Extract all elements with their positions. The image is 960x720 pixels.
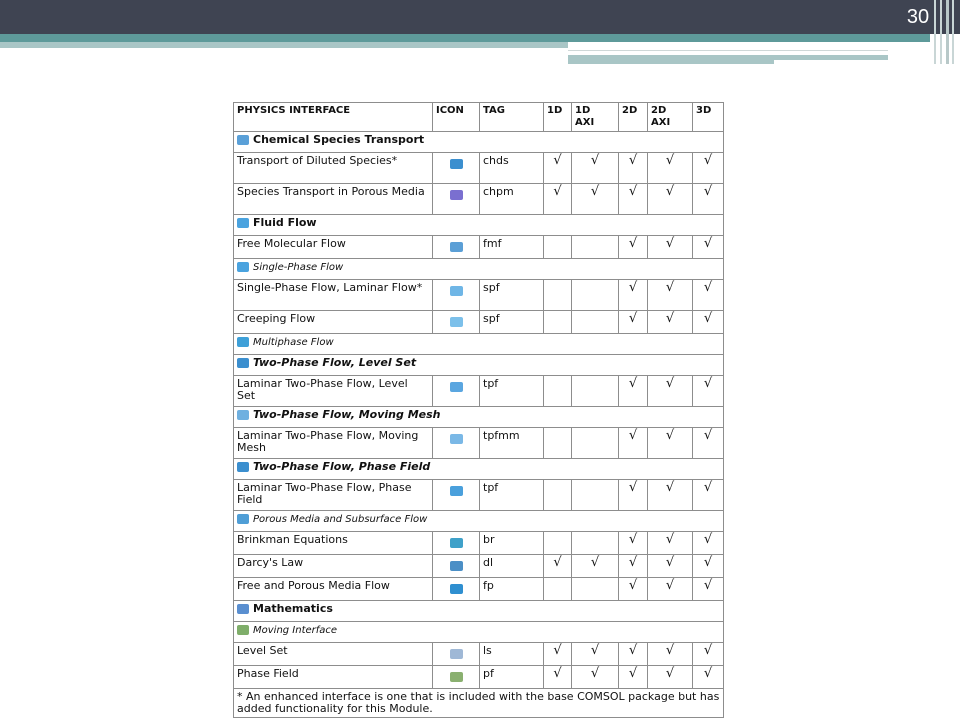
dimension-check bbox=[544, 532, 572, 555]
section-header bbox=[234, 459, 724, 480]
dimension-check: √ bbox=[619, 184, 648, 215]
section-title: Two-Phase Flow, Phase Field bbox=[253, 460, 431, 473]
section-row bbox=[234, 601, 724, 622]
single-phase-icon bbox=[237, 262, 249, 272]
level-set-section-icon bbox=[237, 358, 249, 368]
section-title: Mathematics bbox=[253, 602, 333, 615]
dimension-check: √ bbox=[544, 643, 572, 666]
dimension-check: √ bbox=[619, 555, 648, 578]
interface-tag: chpm bbox=[480, 184, 544, 215]
dimension-check: √ bbox=[648, 184, 693, 215]
moving-mesh-section-icon bbox=[237, 410, 249, 420]
dimension-check: √ bbox=[693, 311, 724, 334]
interface-tag: fp bbox=[480, 578, 544, 601]
interface-name: Brinkman Equations bbox=[234, 532, 433, 555]
dimension-check: √ bbox=[648, 311, 693, 334]
free-molecular-icon bbox=[450, 242, 463, 252]
section-header bbox=[234, 132, 724, 153]
dimension-check: √ bbox=[648, 480, 693, 511]
slide-header-bar bbox=[0, 0, 960, 34]
dimension-check: √ bbox=[544, 555, 572, 578]
dimension-check: √ bbox=[693, 666, 724, 689]
dimension-check: √ bbox=[619, 236, 648, 259]
section-header bbox=[234, 407, 724, 428]
interface-name: Laminar Two-Phase Flow, Phase Field bbox=[234, 480, 433, 511]
section-row bbox=[234, 511, 724, 532]
footnote: * An enhanced interface is one that is included with the base COMSOL package but has added functionality for this Module. bbox=[234, 689, 724, 718]
header-vertical-line bbox=[940, 0, 942, 64]
interface-name: Creeping Flow bbox=[234, 311, 433, 334]
section-title: Two-Phase Flow, Level Set bbox=[253, 356, 417, 369]
dimension-check bbox=[544, 311, 572, 334]
icon-cell bbox=[433, 280, 480, 311]
dimension-check bbox=[544, 428, 572, 459]
header-accent-line bbox=[568, 50, 888, 54]
table-row bbox=[234, 311, 724, 334]
icon-cell bbox=[433, 428, 480, 459]
header-accent-stripe-short bbox=[568, 60, 774, 64]
dimension-check bbox=[572, 236, 619, 259]
interface-name: Laminar Two-Phase Flow, Level Set bbox=[234, 376, 433, 407]
dimension-check: √ bbox=[693, 153, 724, 184]
header-accent-stripe-light bbox=[0, 42, 568, 48]
section-header bbox=[234, 259, 724, 280]
dimension-check bbox=[544, 578, 572, 601]
dimension-check bbox=[572, 428, 619, 459]
dimension-check: √ bbox=[572, 666, 619, 689]
phase-field-section-icon bbox=[237, 462, 249, 472]
free-porous-icon bbox=[450, 584, 463, 594]
dimension-check: √ bbox=[648, 555, 693, 578]
dimension-check: √ bbox=[648, 643, 693, 666]
dimension-check: √ bbox=[619, 153, 648, 184]
mathematics-icon bbox=[237, 604, 249, 614]
interface-tag: tpf bbox=[480, 376, 544, 407]
dimension-check bbox=[572, 280, 619, 311]
interface-tag: fmf bbox=[480, 236, 544, 259]
interface-tag: spf bbox=[480, 311, 544, 334]
icon-cell bbox=[433, 184, 480, 215]
section-row bbox=[234, 334, 724, 355]
dimension-check: √ bbox=[619, 643, 648, 666]
dimension-check: √ bbox=[693, 643, 724, 666]
section-row bbox=[234, 355, 724, 376]
interface-tag: br bbox=[480, 532, 544, 555]
laminar-flow-icon bbox=[450, 286, 463, 296]
table-row bbox=[234, 184, 724, 215]
interface-tag: dl bbox=[480, 555, 544, 578]
header-accent-stripe bbox=[0, 34, 930, 42]
column-header: TAG bbox=[480, 103, 544, 132]
section-header bbox=[234, 622, 724, 643]
dimension-check: √ bbox=[572, 555, 619, 578]
interface-tag: tpfmm bbox=[480, 428, 544, 459]
icon-cell bbox=[433, 532, 480, 555]
dimension-check: √ bbox=[648, 236, 693, 259]
header-vertical-line bbox=[946, 0, 949, 64]
interface-name: Free Molecular Flow bbox=[234, 236, 433, 259]
dimension-check: √ bbox=[619, 376, 648, 407]
moving-interface-icon bbox=[237, 625, 249, 635]
dimension-check: √ bbox=[619, 280, 648, 311]
dimension-check: √ bbox=[693, 428, 724, 459]
section-title: Porous Media and Subsurface Flow bbox=[253, 514, 428, 525]
dimension-check: √ bbox=[648, 376, 693, 407]
icon-cell bbox=[433, 236, 480, 259]
interface-name: Single-Phase Flow, Laminar Flow* bbox=[234, 280, 433, 311]
icon-cell bbox=[433, 555, 480, 578]
section-title: Fluid Flow bbox=[253, 216, 317, 229]
creeping-flow-icon bbox=[450, 317, 463, 327]
table-header-row bbox=[234, 103, 724, 132]
section-header bbox=[234, 215, 724, 236]
icon-cell bbox=[433, 153, 480, 184]
dimension-check bbox=[544, 376, 572, 407]
column-header: PHYSICS INTERFACE bbox=[234, 103, 433, 132]
dimension-check: √ bbox=[619, 480, 648, 511]
section-title: Two-Phase Flow, Moving Mesh bbox=[253, 408, 441, 421]
interface-tag: spf bbox=[480, 280, 544, 311]
dimension-check: √ bbox=[619, 428, 648, 459]
interface-name: Species Transport in Porous Media bbox=[234, 184, 433, 215]
interface-name: Free and Porous Media Flow bbox=[234, 578, 433, 601]
dimension-check bbox=[572, 311, 619, 334]
icon-cell bbox=[433, 666, 480, 689]
section-header bbox=[234, 511, 724, 532]
interface-tag: chds bbox=[480, 153, 544, 184]
column-header: ICON bbox=[433, 103, 480, 132]
phase-field-icon bbox=[450, 672, 463, 682]
header-vertical-line bbox=[934, 0, 936, 64]
dimension-check: √ bbox=[648, 532, 693, 555]
dimension-check: √ bbox=[544, 666, 572, 689]
section-row bbox=[234, 459, 724, 480]
slide-number: 30 bbox=[906, 6, 930, 28]
dimension-check: √ bbox=[648, 428, 693, 459]
interface-name: Level Set bbox=[234, 643, 433, 666]
fluid-flow-icon bbox=[237, 218, 249, 228]
tpf-level-set-icon bbox=[450, 382, 463, 392]
table-row bbox=[234, 480, 724, 511]
section-title: Chemical Species Transport bbox=[253, 133, 425, 146]
column-header: 3D bbox=[693, 103, 724, 132]
section-title: Moving Interface bbox=[253, 625, 338, 636]
interface-name: Laminar Two-Phase Flow, Moving Mesh bbox=[234, 428, 433, 459]
dimension-check: √ bbox=[693, 376, 724, 407]
tpf-moving-mesh-icon bbox=[450, 434, 463, 444]
column-header: 1D bbox=[544, 103, 572, 132]
icon-cell bbox=[433, 643, 480, 666]
dimension-check: √ bbox=[693, 184, 724, 215]
column-header: 2D bbox=[619, 103, 648, 132]
multiphase-icon bbox=[237, 337, 249, 347]
dimension-check: √ bbox=[619, 532, 648, 555]
dimension-check bbox=[572, 578, 619, 601]
dimension-check: √ bbox=[693, 236, 724, 259]
section-row bbox=[234, 622, 724, 643]
table-row bbox=[234, 153, 724, 184]
dimension-check: √ bbox=[693, 555, 724, 578]
tpf-phase-field-icon bbox=[450, 486, 463, 496]
dimension-check: √ bbox=[648, 666, 693, 689]
section-header bbox=[234, 355, 724, 376]
icon-cell bbox=[433, 578, 480, 601]
dimension-check bbox=[572, 376, 619, 407]
dimension-check: √ bbox=[693, 578, 724, 601]
section-header bbox=[234, 334, 724, 355]
header-vertical-line bbox=[952, 0, 954, 64]
dimension-check: √ bbox=[648, 578, 693, 601]
icon-cell bbox=[433, 376, 480, 407]
section-row bbox=[234, 407, 724, 428]
dimension-check bbox=[544, 236, 572, 259]
diluted-species-icon bbox=[450, 159, 463, 169]
dimension-check: √ bbox=[619, 666, 648, 689]
table-row bbox=[234, 578, 724, 601]
dimension-check bbox=[572, 480, 619, 511]
section-header bbox=[234, 601, 724, 622]
dimension-check: √ bbox=[572, 184, 619, 215]
dimension-check: √ bbox=[619, 578, 648, 601]
table-row bbox=[234, 555, 724, 578]
brinkman-icon bbox=[450, 538, 463, 548]
dimension-check: √ bbox=[572, 153, 619, 184]
interface-tag: pf bbox=[480, 666, 544, 689]
dimension-check bbox=[572, 532, 619, 555]
dimension-check bbox=[544, 280, 572, 311]
table-row bbox=[234, 280, 724, 311]
dimension-check: √ bbox=[648, 153, 693, 184]
dimension-check: √ bbox=[572, 643, 619, 666]
dimension-check: √ bbox=[648, 280, 693, 311]
table-row bbox=[234, 376, 724, 407]
table-row bbox=[234, 666, 724, 689]
dimension-check: √ bbox=[693, 532, 724, 555]
porous-species-icon bbox=[450, 190, 463, 200]
dimension-check bbox=[544, 480, 572, 511]
table-row bbox=[234, 532, 724, 555]
interface-tag: tpf bbox=[480, 480, 544, 511]
table-row bbox=[234, 643, 724, 666]
section-title: Single-Phase Flow bbox=[253, 262, 344, 273]
dimension-check: √ bbox=[619, 311, 648, 334]
column-header: 1D AXI bbox=[572, 103, 619, 132]
chemical-species-icon bbox=[237, 135, 249, 145]
section-row bbox=[234, 259, 724, 280]
section-title: Multiphase Flow bbox=[253, 337, 334, 348]
icon-cell bbox=[433, 311, 480, 334]
interface-tag: ls bbox=[480, 643, 544, 666]
dimension-check: √ bbox=[544, 184, 572, 215]
interface-name: Transport of Diluted Species* bbox=[234, 153, 433, 184]
section-row bbox=[234, 132, 724, 153]
physics-interface-table bbox=[233, 102, 724, 718]
dimension-check: √ bbox=[693, 280, 724, 311]
interface-name: Darcy's Law bbox=[234, 555, 433, 578]
interface-name: Phase Field bbox=[234, 666, 433, 689]
level-set-icon bbox=[450, 649, 463, 659]
table-row bbox=[234, 236, 724, 259]
table-row bbox=[234, 428, 724, 459]
section-row bbox=[234, 215, 724, 236]
darcy-icon bbox=[450, 561, 463, 571]
dimension-check: √ bbox=[693, 480, 724, 511]
column-header: 2D AXI bbox=[648, 103, 693, 132]
footnote-row bbox=[234, 689, 724, 718]
dimension-check: √ bbox=[544, 153, 572, 184]
icon-cell bbox=[433, 480, 480, 511]
porous-media-icon bbox=[237, 514, 249, 524]
